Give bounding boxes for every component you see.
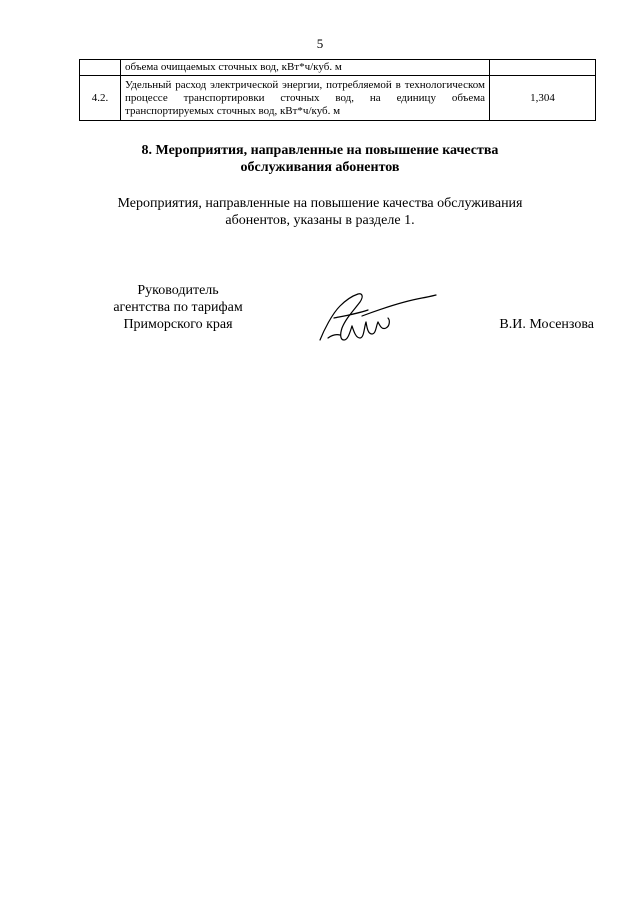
indicator-table xyxy=(79,59,596,121)
signature-icon xyxy=(318,288,438,348)
row-value-cell: 1,304 xyxy=(490,76,596,121)
signer-title-line-1: Руководитель xyxy=(137,283,219,298)
signer-title xyxy=(78,282,278,333)
section-title xyxy=(0,142,640,176)
table-row xyxy=(80,60,596,76)
section-body-line-2: абонентов, указаны в разделе 1. xyxy=(225,213,415,228)
row-number-cell xyxy=(80,60,121,76)
row-number-cell: 4.2. xyxy=(80,76,121,121)
row-description-cell: Удельный расход электрической энергии, потребляемой в технологическом процессе транспортировки сточных вод, на единицу объема транспортируемых сточных вод, кВт*ч/куб. м xyxy=(121,76,490,121)
signer-name: В.И. Мосензова xyxy=(499,317,594,332)
signer-title-line-3: Приморского края xyxy=(123,317,233,332)
row-description-cell: объема очищаемых сточных вод, кВт*ч/куб. м xyxy=(121,60,490,76)
section-body-line-1: Мероприятия, направленные на повышение качества обслуживания xyxy=(117,196,523,211)
section-title-line-2: обслуживания абонентов xyxy=(240,160,400,175)
section-body xyxy=(0,195,640,229)
section-title-line-1: 8. Мероприятия, направленные на повышение качества xyxy=(141,143,499,158)
signer-title-line-2: агентства по тарифам xyxy=(113,300,243,315)
row-value-cell xyxy=(490,60,596,76)
page-number: 5 xyxy=(316,36,324,51)
table-row xyxy=(80,76,596,121)
